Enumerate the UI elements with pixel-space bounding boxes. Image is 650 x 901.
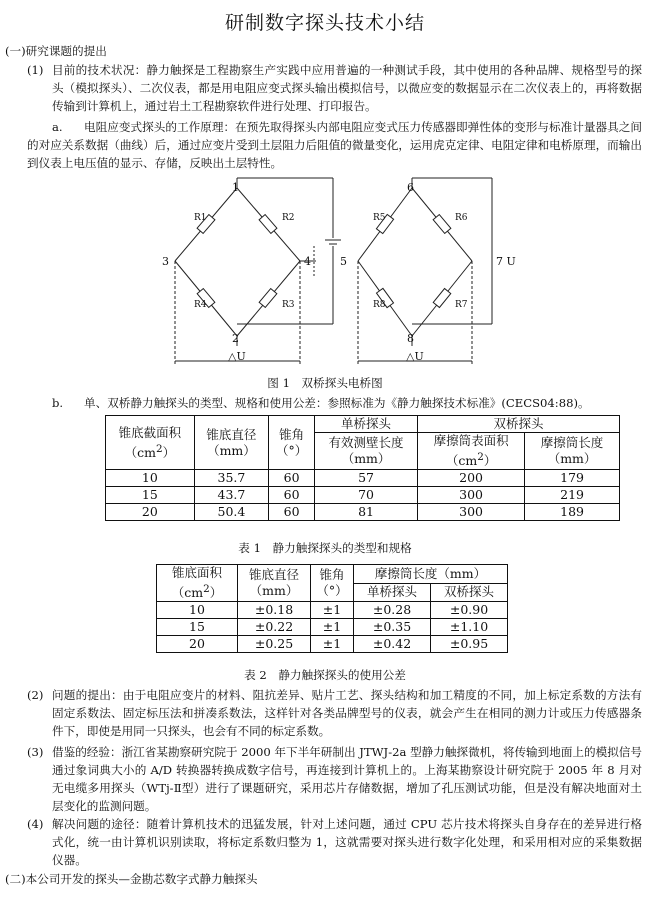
- resistor-label: R2: [282, 213, 295, 223]
- resistor-label: R3: [282, 300, 295, 310]
- table2-caption: 表 2 静力触探探头的使用公差: [244, 668, 406, 682]
- table-row: 20 50.4 60 81 300 189: [106, 504, 620, 521]
- resistor-r7: [433, 288, 451, 307]
- header-cell: 锥角 （°）: [311, 565, 354, 602]
- side-label: 5: [340, 255, 347, 268]
- resistor-label: R6: [455, 213, 468, 223]
- item-a-label: a.: [52, 120, 63, 134]
- table-row: 10 ±0.18 ±1 ±0.28 ±0.90: [157, 602, 508, 619]
- header-cell: 有效测壁长度 （mm）: [315, 433, 418, 470]
- header-cell: 双桥探头: [418, 416, 620, 433]
- item-b-label: b.: [52, 396, 64, 410]
- header-cell: 单桥探头: [354, 583, 431, 602]
- table-row: 20 ±0.25 ±1 ±0.42 ±0.95: [157, 636, 508, 653]
- header-cell: 双桥探头: [431, 583, 508, 602]
- header-cell: 摩擦筒长度 （mm）: [525, 433, 620, 470]
- resistor-r2: [259, 215, 277, 234]
- header-cell: 锥底面积 $(cm^2)$: [157, 565, 238, 602]
- resistor-label: R7: [455, 300, 468, 310]
- table-row: 10 35.7 60 57 200 179: [106, 470, 620, 487]
- node-label: 1: [232, 181, 239, 194]
- bridge-diagram: [150, 176, 530, 368]
- item3-text: 借鉴的经验：浙江省某勘察研究院于 2000 年下半年研制出 JTWJ-2a 型静力触探微机，将传输到地面上的模拟信号通过象词典大小的 A/D 转换器转换成数字信号，再连接到计算机上的。上海某勘察设计研究院于 2005 年 8 月对无电缆多用探头（WTj-Ⅱ型）进行了课题研究，采用芯片存储数据，增加了孔压测试功能，但是没有解决地面对土层变化的监测问题。: [52, 745, 642, 813]
- side-label: 7 U: [496, 255, 516, 268]
- item-a-text: 电阻应变式探头的工作原理：在预先取得探头内部电阻应变式压力传感器即弹性体的变形与标准计量器具之间的对应关系数据（曲线）后，通过应变片受到土层阻力后阻值的微量变化，运用虎克定律、电阻定律和电桥原理，而输出到仪表上电压值的显示、存储，反映出土层特性。: [27, 120, 642, 170]
- resistor-r3: [259, 289, 277, 308]
- resistor-label: R5: [373, 213, 386, 223]
- item1-text: 目前的技术状况：静力触探是工程勘察生产实践中应用普遍的一种测试手段，其中使用的各种品牌、规格型号的探头（模拟探头）、二次仪表，都是用电阻应变式探头输出模拟信号，以微应变的数据显示在二次仪表上的，再将数据传输到计算机上，通过岩土工程勘察软件进行处理、打印报告。: [52, 63, 642, 113]
- header-cell: 锥底直径 （mm）: [194, 416, 268, 470]
- page-title: 研制数字探头技术小结: [224, 12, 425, 34]
- node-label: 4: [304, 255, 311, 268]
- header-cell: 摩擦筒长度（mm）: [354, 565, 508, 584]
- table-row: 15 43.7 60 70 300 219: [106, 487, 620, 504]
- spec-table: [105, 415, 620, 521]
- header-cell: 锥角 （°）: [269, 416, 315, 470]
- header-cell: 摩擦筒表面积 $(cm^2)$: [418, 433, 525, 470]
- item4-text: 解决问题的途径：随着计算机技术的迅猛发展，针对上述问题，通过 CPU 芯片技术将探头自身存在的差异进行格式化，统一由计算机识别读取，将标定系数归整为 1，这就需要对探头进行数字化处理，和采用相对应的采集数据仪器。: [52, 817, 642, 867]
- header-cell: 单桥探头: [315, 416, 418, 433]
- node-label: 3: [162, 255, 169, 268]
- node-label: 8: [407, 332, 414, 345]
- item3-number: (3): [27, 745, 44, 759]
- table1-caption: 表 1 静力触探探头的类型和规格: [238, 541, 412, 555]
- item4-number: (4): [27, 817, 44, 831]
- bottom-label: △U: [228, 350, 246, 363]
- section1-heading: (一)研究课题的提出: [5, 44, 107, 58]
- header-cell: 锥底截面积 $(cm^2)$: [106, 416, 195, 470]
- item1-number: (1): [27, 63, 44, 77]
- resistor-label: R8: [373, 300, 386, 310]
- header-cell: 锥底直径 （mm）: [238, 565, 311, 602]
- resistor-label: R4: [194, 300, 207, 310]
- item2-text: 问题的提出：由于电阻应变片的材料、阻抗差异、贴片工艺、探头结构和加工精度的不同，加上标定系数的方法有固定系数法、固定标压法和拼凑系数法，这样针对各类品牌型号的仪表，就会产生在相同的测力计或压力传感器条件下，即使是用同一只探头，也会有不同的标定系数。: [52, 688, 642, 738]
- figure-caption: 图 1 双桥探头电桥图: [267, 376, 383, 390]
- resistor-r6: [433, 215, 451, 234]
- resistor-label: R1: [194, 213, 207, 223]
- section2-heading: (二)本公司开发的探头—金勘芯数字式静力触探头: [5, 872, 258, 886]
- item2-number: (2): [27, 688, 44, 702]
- node-label: 6: [407, 181, 414, 194]
- tolerance-table: [156, 564, 508, 653]
- node-label: 2: [232, 332, 239, 345]
- bottom-label: △U: [406, 350, 424, 363]
- table-row: 15 ±0.22 ±1 ±0.35 ±1.10: [157, 619, 508, 636]
- item-b-text: 单、双桥静力触探头的类型、规格和使用公差：参照标准为《静力触探技术标准》(CECS04:88)。: [84, 396, 590, 410]
